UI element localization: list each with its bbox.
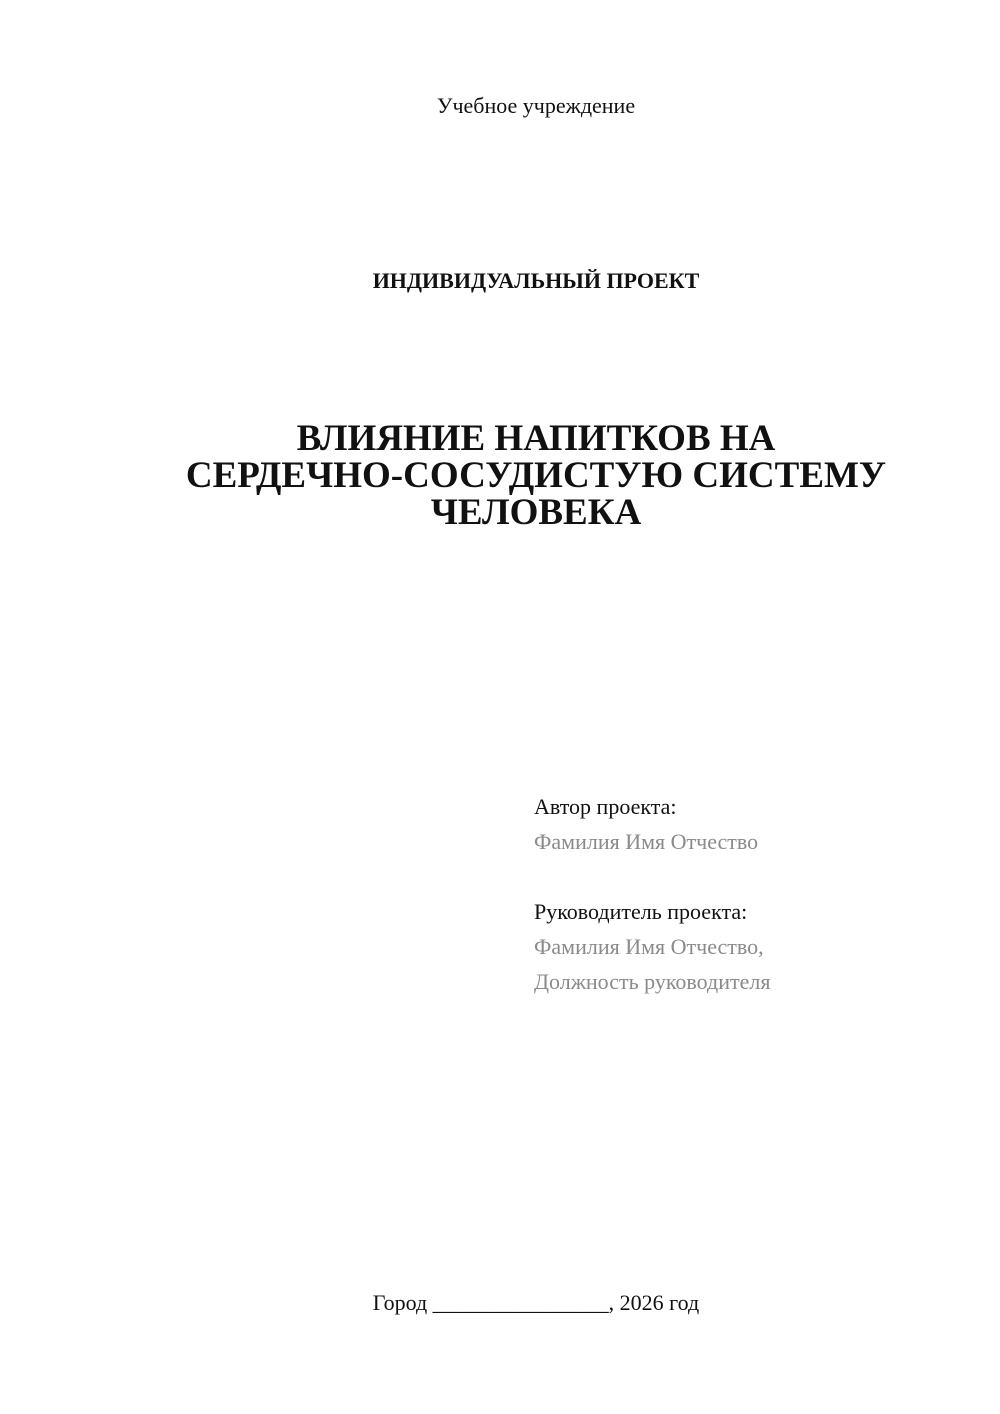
city-year-line: Город ________________, 2026 год [372, 1290, 700, 1315]
credits-block [534, 789, 770, 999]
project-title-line: ВЛИЯНИЕ НАПИТКОВ НА [296, 418, 776, 459]
institution-name: Учебное учреждение [436, 93, 636, 118]
document-type: ИНДИВИДУАЛЬНЫЙ ПРОЕКТ [372, 268, 700, 293]
author-label: Автор проекта: [534, 794, 677, 819]
supervisor-position: Должность руководителя [534, 969, 771, 994]
supervisor-name: Фамилия Имя Отчество, [534, 934, 764, 959]
author-name: Фамилия Имя Отчество [534, 829, 759, 854]
project-title-line: ЧЕЛОВЕКА [430, 492, 642, 533]
spacer [534, 859, 770, 894]
project-title-line: СЕРДЕЧНО-СОСУДИСТУЮ СИСТЕМУ [185, 455, 887, 496]
supervisor-label: Руководитель проекта: [534, 899, 748, 924]
project-title [0, 420, 1000, 531]
